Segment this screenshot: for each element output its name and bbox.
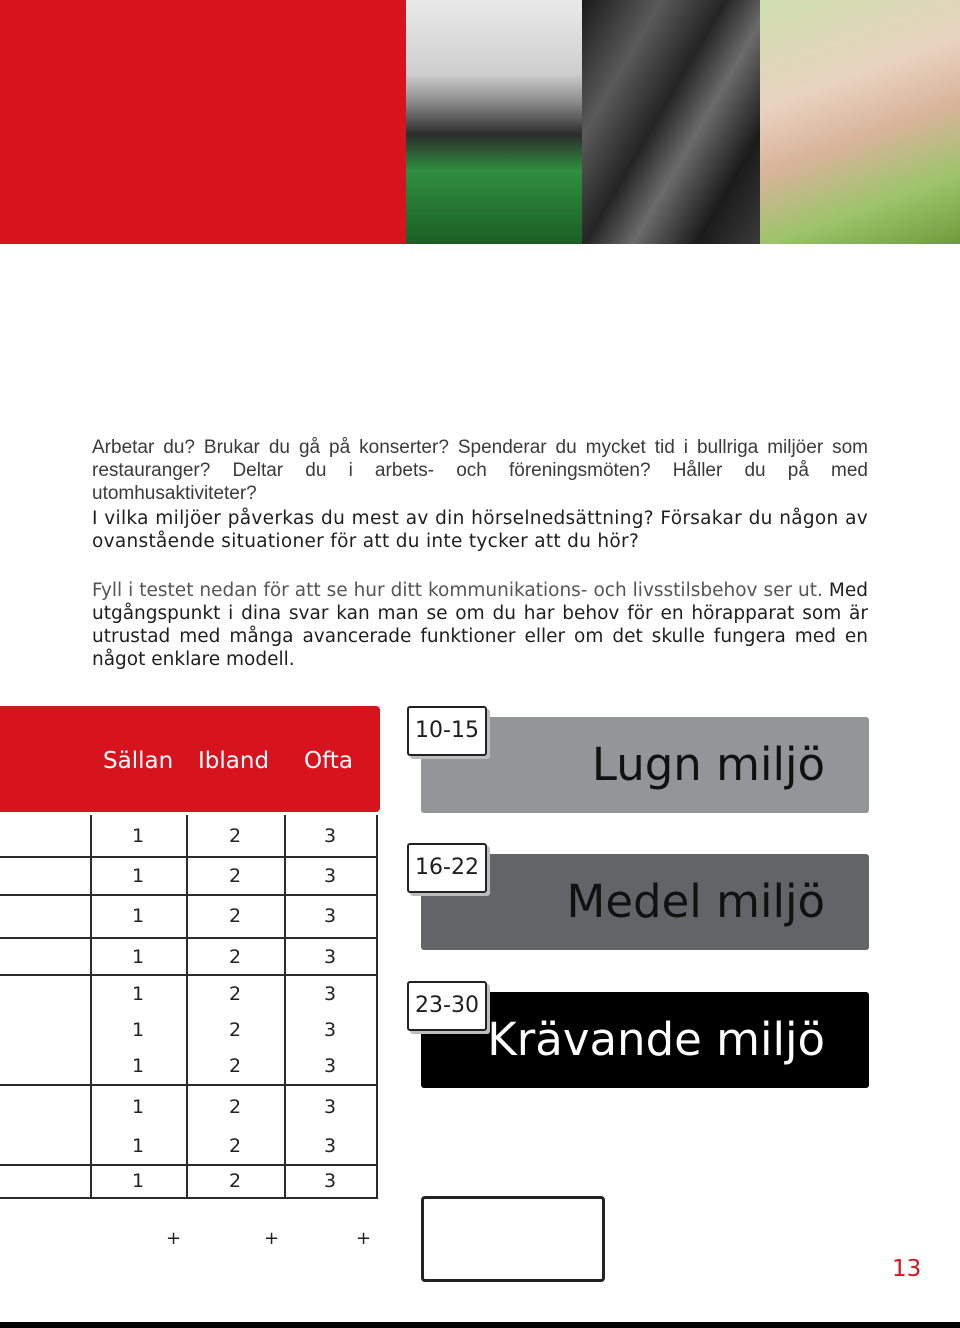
- intro-questions: Arbetar du? Brukar du gå på konserter? Spenderar du mycket tid i bullriga miljöer som restauranger? Deltar du i arbets- och föreningsmöten? Håller du på med utomhusaktiviteter?: [92, 437, 868, 504]
- score-cell[interactable]: 3: [323, 983, 337, 1005]
- grid-vline: [284, 815, 286, 1199]
- header-ibland: Ibland: [198, 748, 270, 774]
- score-cell[interactable]: 3: [323, 946, 337, 968]
- intro-environments: I vilka miljöer påverkas du mest av din hörselnedsättning? Försakar du någon av ovanstående situationer för att du inte tycker att du hör?: [92, 508, 868, 552]
- score-cell[interactable]: 3: [323, 1096, 337, 1118]
- score-cell[interactable]: 1: [131, 1055, 145, 1077]
- result-calm-environment: Lugn miljö: [421, 717, 869, 813]
- score-cell[interactable]: 3: [323, 1170, 337, 1192]
- header-sallan: Sällan: [103, 748, 174, 774]
- score-cell[interactable]: 3: [323, 1019, 337, 1041]
- bottom-rule: [0, 1322, 960, 1328]
- grid-hline: [0, 1164, 378, 1166]
- grid-vline: [376, 815, 378, 1199]
- score-cell[interactable]: 1: [131, 1096, 145, 1118]
- score-cell[interactable]: 1: [131, 1170, 145, 1192]
- plus-sign: +: [166, 1228, 182, 1249]
- score-cell[interactable]: 3: [323, 1135, 337, 1157]
- grid-vline: [186, 815, 188, 1199]
- score-cell[interactable]: 2: [228, 983, 242, 1005]
- grid-hline: [0, 894, 378, 896]
- score-cell[interactable]: 1: [131, 905, 145, 927]
- range-tab-high: 23-30: [407, 981, 487, 1031]
- page-number: 13: [892, 1256, 922, 1282]
- header-ofta: Ofta: [304, 748, 353, 774]
- guitar-photo: [582, 0, 760, 244]
- score-cell[interactable]: 1: [131, 983, 145, 1005]
- score-cell[interactable]: 2: [228, 825, 242, 847]
- score-cell[interactable]: 3: [323, 825, 337, 847]
- grid-hline: [0, 937, 378, 939]
- score-cell[interactable]: 3: [323, 905, 337, 927]
- instructions-rest: Med utgångspunkt i dina svar kan man se om du har behov för en hörapparat som är utrustad med många avancerade funktioner eller om det skulle fungera med en något enklare modell.: [92, 580, 868, 670]
- score-cell[interactable]: 1: [131, 1019, 145, 1041]
- plus-sign: +: [356, 1228, 372, 1249]
- score-cell[interactable]: 2: [228, 905, 242, 927]
- score-table-header: [0, 706, 380, 812]
- score-cell[interactable]: 3: [323, 865, 337, 887]
- instructions-lead: Fyll i testet nedan för att se hur ditt kommunikations- och livsstilsbehov ser ut.: [92, 580, 823, 601]
- result-demanding-environment: Krävande miljö: [421, 992, 869, 1088]
- grid-hline: [0, 974, 378, 976]
- range-tab-low: 10-15: [407, 706, 487, 756]
- score-cell[interactable]: 1: [131, 946, 145, 968]
- result-medium-environment: Medel miljö: [421, 854, 869, 950]
- score-cell[interactable]: 2: [228, 1135, 242, 1157]
- score-cell[interactable]: 1: [131, 1135, 145, 1157]
- red-header-block: [0, 0, 406, 244]
- score-cell[interactable]: 2: [228, 1055, 242, 1077]
- grid-hline: [0, 856, 378, 858]
- score-cell[interactable]: 2: [228, 1096, 242, 1118]
- score-cell[interactable]: 2: [228, 865, 242, 887]
- score-cell[interactable]: 2: [228, 1019, 242, 1041]
- plus-sign: +: [264, 1228, 280, 1249]
- intro-instructions: [92, 579, 868, 671]
- total-score-box[interactable]: [421, 1196, 605, 1282]
- grid-hline: [0, 1197, 378, 1199]
- grid-vline: [90, 815, 92, 1199]
- score-cell[interactable]: 2: [228, 946, 242, 968]
- grid-hline: [0, 1084, 378, 1086]
- range-tab-mid: 16-22: [407, 843, 487, 893]
- score-cell[interactable]: 2: [228, 1170, 242, 1192]
- score-cell[interactable]: 1: [131, 865, 145, 887]
- hearing-aid-photo: [406, 0, 582, 244]
- score-cell[interactable]: 1: [131, 825, 145, 847]
- score-cell[interactable]: 3: [323, 1055, 337, 1077]
- child-bubbles-photo: [760, 0, 960, 244]
